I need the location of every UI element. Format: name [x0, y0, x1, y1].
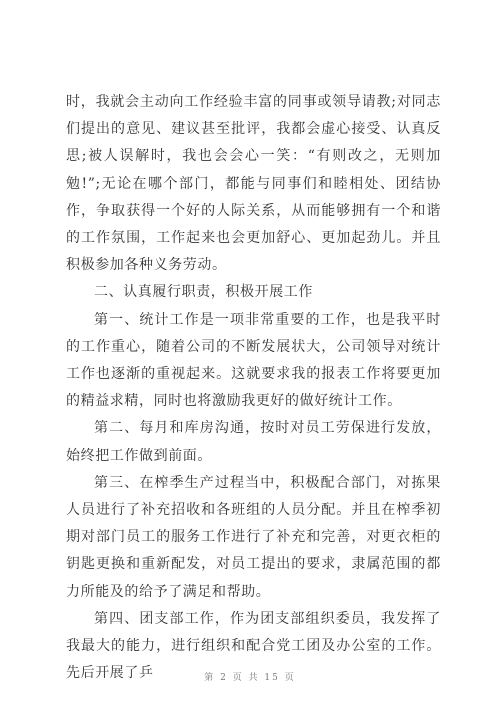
- paragraph-item-4: 第四、团支部工作，作为团支部组织委员，我发挥了我最大的能力，进行组织和配合党工团及办公室的工作。先后开展了乒: [66, 610, 441, 682]
- document-body: [66, 89, 441, 687]
- page-number-footer: 第 2 页 共 15 页: [204, 673, 296, 683]
- paragraph-continuation: 时，我就会主动向工作经验丰富的同事或领导请教;对同志们提出的意见、建议甚至批评，我都会虚心接受、认真反思;被人误解时，我也会会心一笑：“有则改之，无则加勉!”;无论在哪个部门，都能与同事们和睦相处、团结协作，争取获得一个好的人际关系，从而能够拥有一个和谐的工作氛围，工作起来也会更加舒心、更加起劲儿。并且积极参加各种义务劳动。: [66, 94, 441, 274]
- section-heading: 二、认真履行职责，积极开展工作: [94, 284, 313, 301]
- paragraph-item-2: 第二、每月和库房沟通，按时对员工劳保进行发放，始终把工作做到前面。: [66, 420, 441, 464]
- paragraph-item-3: 第三、在榨季生产过程当中，积极配合部门，对拣果人员进行了补充招收和各班组的人员分配。并且在榨季初期对部门员工的服务工作进行了补充和完善，对更衣柜的钥匙更换和重新配发，对员工提出的要求，隶属范围的都力所能及的给予了满足和帮助。: [66, 474, 441, 600]
- paragraph-item-1: 第一、统计工作是一项非常重要的工作，也是我平时的工作重心，随着公司的不断发展状大，公司领导对统计工作也逐渐的重视起来。这就要求我的报表工作将要更加的精益求精，同时也将激励我更好的做好统计工作。: [66, 311, 441, 410]
